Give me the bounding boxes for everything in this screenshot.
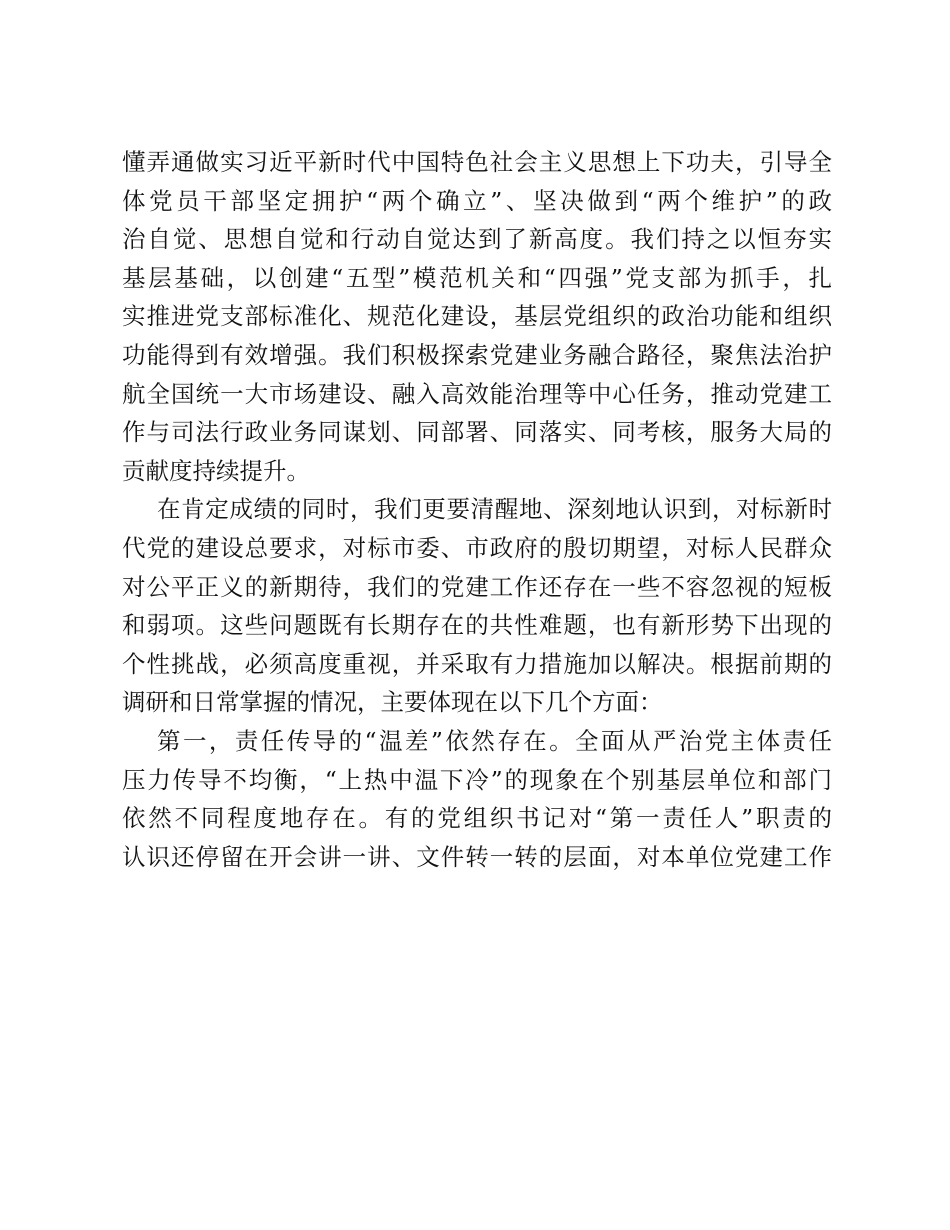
text-line: 压力传导不均衡，“上热中温下冷”的现象在个别基层单位和部门 bbox=[122, 765, 832, 794]
text-line: 对公平正义的新期待，我们的党建工作还存在一些不容忽视的短板 bbox=[122, 572, 832, 601]
text-line: 懂弄通做实习近平新时代中国特色社会主义思想上下功夫，引导全 bbox=[122, 148, 832, 176]
text-line: 个性挑战，必须高度重视，并采取有力措施加以解决。根据前期的 bbox=[122, 649, 832, 678]
text-line: 和弱项。这些问题既有长期存在的共性难题，也有新形势下出现的 bbox=[122, 611, 832, 640]
text-line: 代党的建设总要求，对标市委、市政府的殷切期望，对标人民群众 bbox=[122, 533, 832, 562]
text-line: 体党员干部坚定拥护“两个确立”、坚决做到“两个维护”的政 bbox=[122, 186, 832, 215]
text-line: 基层基础，以创建“五型”模范机关和“四强”党支部为抓手，扎 bbox=[122, 263, 832, 292]
text-line: 航全国统一大市场建设、融入高效能治理等中心任务，推动党建工 bbox=[122, 379, 832, 408]
text-line: 功能得到有效增强。我们积极探索党建业务融合路径，聚焦法治护 bbox=[122, 340, 832, 369]
text-line: 作与司法行政业务同谋划、同部署、同落实、同考核，服务大局的 bbox=[122, 418, 832, 447]
text-line: 第一，责任传导的“温差”依然存在。全面从严治党主体责任 bbox=[157, 726, 832, 755]
text-line: 依然不同程度地存在。有的党组织书记对“第一责任人”职责的 bbox=[122, 804, 832, 833]
text-line: 调研和日常掌握的情况，主要体现在以下几个方面： bbox=[122, 688, 663, 717]
body-text bbox=[122, 143, 832, 876]
text-line: 治自觉、思想自觉和行动自觉达到了新高度。我们持之以恒夯实 bbox=[122, 225, 832, 254]
text-line: 在肯定成绩的同时，我们更要清醒地、深刻地认识到，对标新时 bbox=[157, 495, 832, 524]
text-line: 实推进党支部标准化、规范化建设，基层党组织的政治功能和组织 bbox=[122, 302, 832, 331]
text-line: 认识还停留在开会讲一讲、文件转一转的层面，对本单位党建工作 bbox=[122, 842, 832, 871]
text-line: 贡献度持续提升。 bbox=[122, 456, 310, 485]
